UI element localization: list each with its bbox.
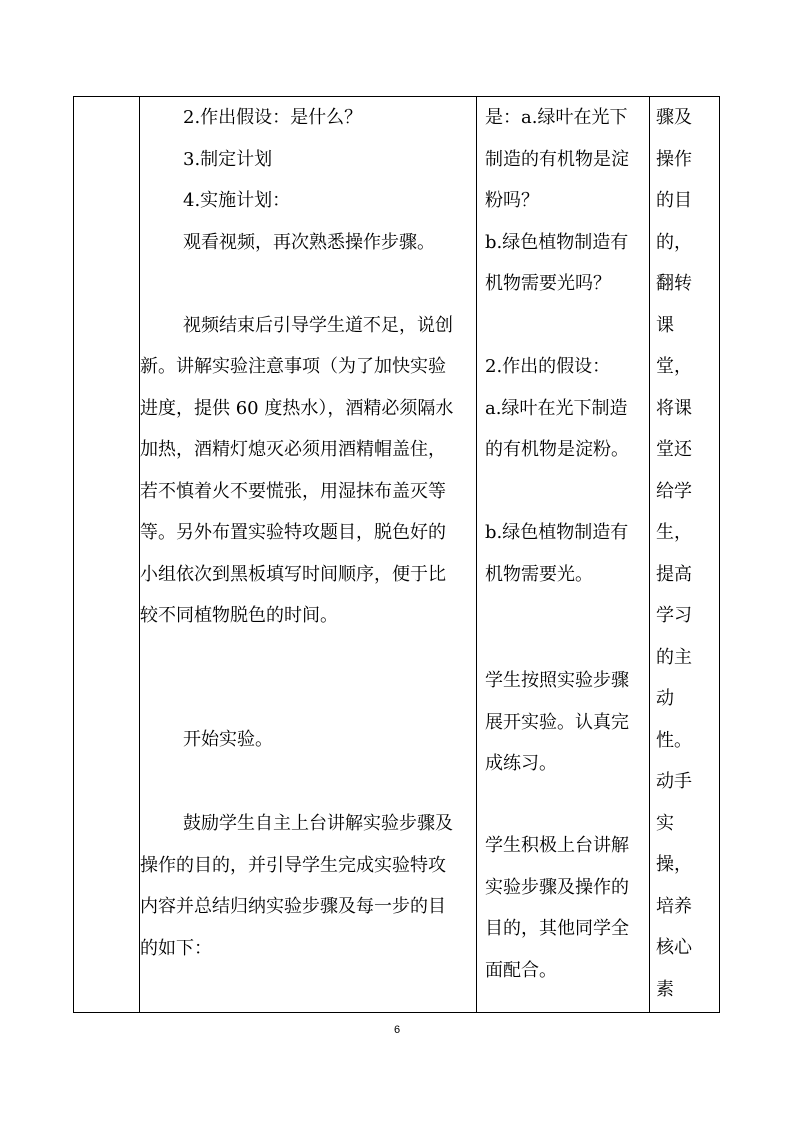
paragraph: b.绿色植物制造有机物需要光吗？ <box>485 231 629 294</box>
paragraph: 是：a.绿叶在光下制造的有机物是淀粉吗？ <box>485 107 629 211</box>
table-cell-section <box>74 97 139 1012</box>
paragraph: b.绿色植物制造有机物需要光。 <box>485 522 629 585</box>
paragraph: 学生积极上台讲解实验步骤及操作的目的，其他同学全面配合。 <box>485 835 629 981</box>
table-cell-design-intent <box>650 97 719 1012</box>
paragraph: 3.制定计划 <box>183 148 273 170</box>
paragraph: 视频结束后引导学生道不足，说创新。讲解实验注意事项（为了加快实验进度，提供 60 度热水），酒精必须隔水加热，酒精灯熄灭必须用酒精帽盖住，若不慎着火不要慌张，用湿抹布盖灭等等。另外布置实验特攻题目，脱色好的小组依次到黑板填写时间顺序，便于比较不同植物脱色的时间。 <box>140 314 454 626</box>
paragraph: a.绿叶在光下制造的有机物是淀粉。 <box>485 397 629 460</box>
page-number: 6 <box>393 1024 401 1036</box>
paragraph: 学生按照实验步骤展开实验。认真完成练习。 <box>485 670 629 774</box>
paragraph: 开始实验。 <box>183 729 273 750</box>
paragraph: 2.作出的假设： <box>485 356 611 377</box>
paragraph: 鼓励学生自主上台讲解实验步骤及操作的目的，并引导学生完成实验特攻内容并总结归纳实验步骤及每一步的目的如下： <box>140 813 453 959</box>
paragraph: 2.作出假设：是什么？ <box>183 107 363 128</box>
lesson-table <box>73 96 720 1013</box>
paragraph: 4.实施计划： <box>183 190 291 211</box>
paragraph: 观看视频，再次熟悉操作步骤。 <box>183 231 435 253</box>
paragraph: 骤及操作的目的，翻转课堂，将课堂还给学生，提高学习的主动性。动手实操，培养核心素 <box>656 107 692 1000</box>
table-cell-teacher-activity <box>140 97 476 1012</box>
table-cell-student-activity <box>477 97 649 1012</box>
